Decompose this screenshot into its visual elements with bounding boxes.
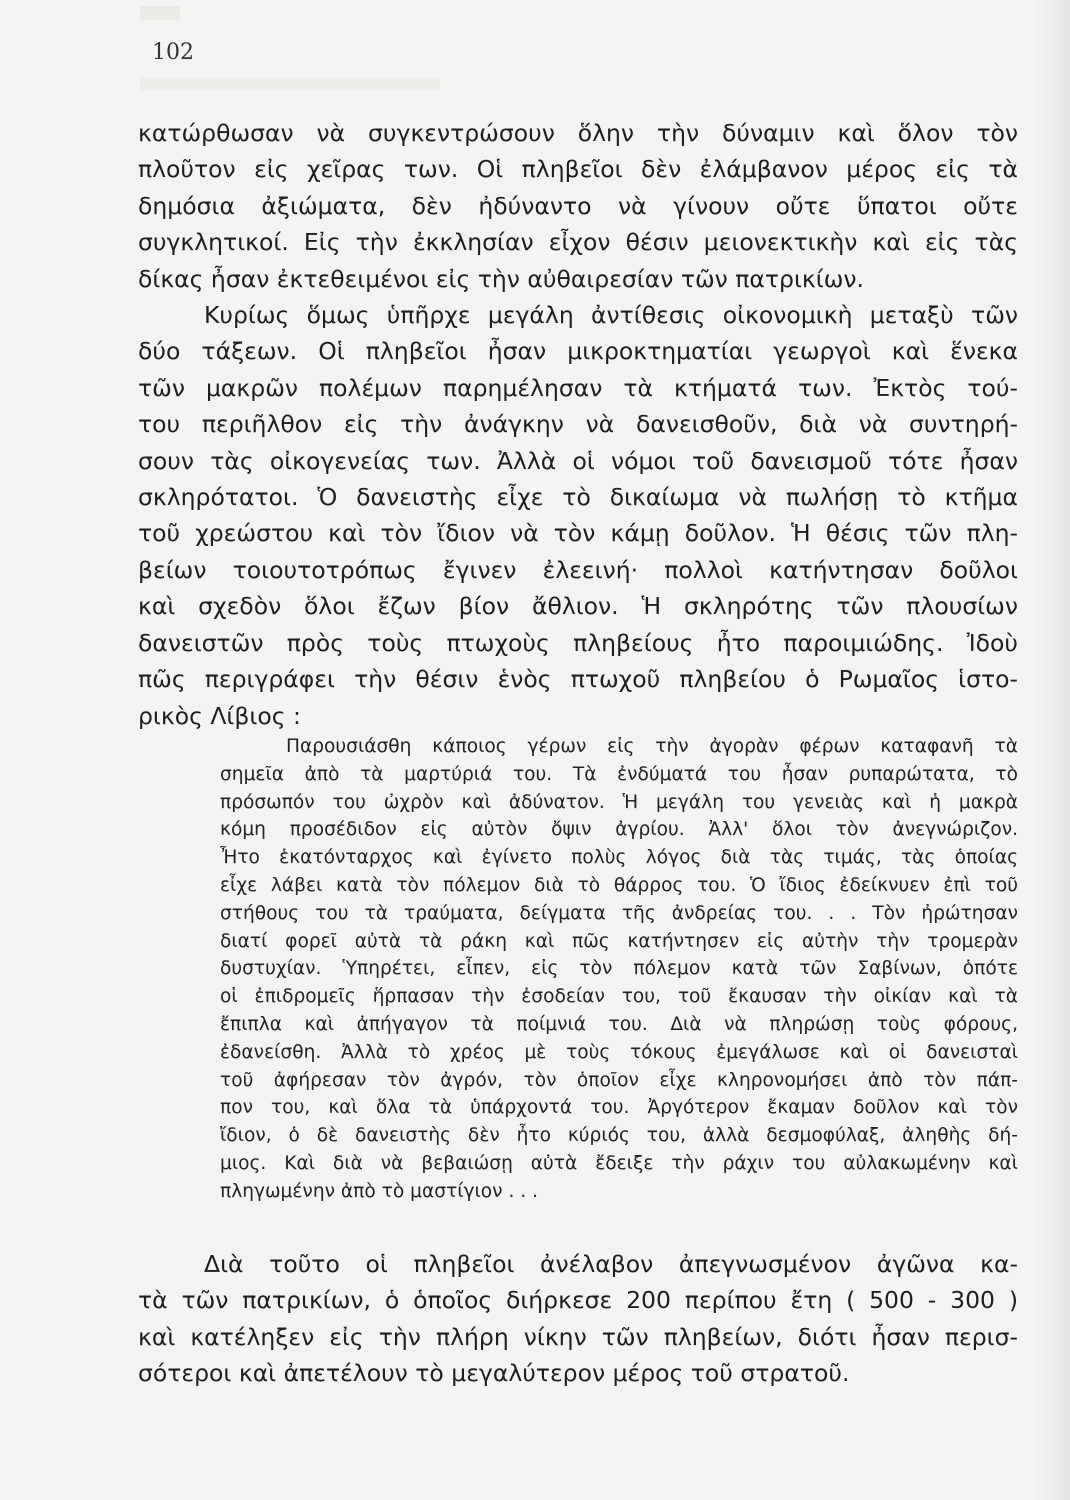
quote-line: Παρουσιάσθη κάποιος γέρων εἰς τὴν ἀγορὰν φέρων καταφανῆ τὰ xyxy=(286,736,1018,757)
quote-line: οἱ ἐπιδρομεῖς ἥρπασαν τὴν ἐσοδείαν του, τοῦ ἔκαυσαν τὴν οἰκίαν καὶ τὰ xyxy=(220,986,1018,1008)
text-line: δίκας ἦσαν ἐκτεθειμένοι εἰς τὴν αὐθαιρεσίαν τῶν πατρικίων. xyxy=(138,264,864,293)
quote-line: ἴδιον, ὁ δὲ δανειστὴς δὲν ἦτο κύριός του, ἀλλὰ δεσμοφύλαξ, ἀληθὴς δή- xyxy=(220,1125,1018,1147)
quote-line: κόμη προσέδιδον εἰς αὐτὸν ὄψιν ἀγρίου. Ἀλλ' ὅλοι τὸν ἀνεγνώριζον. xyxy=(220,819,1018,841)
text-line: σουν τὰς οἰκογενείας των. Ἀλλὰ οἱ νόμοι τοῦ δανεισμοῦ τότε ἦσαν xyxy=(138,446,1018,475)
text-line: δανειστῶν πρὸς τοὺς πτωχοὺς πληβείους ἦτο παροιμιώδης. Ἰδοὺ xyxy=(138,628,1018,657)
quote-line: δυστυχίαν. Ὑπηρέτει, εἶπεν, εἰς τὸν πόλεμον κατὰ τῶν Σαβίνων, ὁπότε xyxy=(220,958,1018,980)
text-line: Διὰ τοῦτο οἱ πληβεῖοι ἀνέλαβον ἀπεγνωσμένον ἀγῶνα κα- xyxy=(204,1250,1018,1278)
main-text xyxy=(138,115,1018,734)
quote-line: μιος. Καὶ διὰ νὰ βεβαιώσῃ αὐτὰ ἔδειξε τὴν ράχιν του αὐλακωμένην καὶ xyxy=(220,1152,1018,1174)
page-number: 102 xyxy=(152,40,194,65)
text-line: τὰ τῶν πατρικίων, ὁ ὁποῖος διήρκεσε 200 περίπου ἔτη ( 500 - 300 ) xyxy=(138,1286,1018,1315)
text-line: καὶ κατέληξεν εἰς τὴν πλήρη νίκην τῶν πληβείων, διότι ἦσαν περισ- xyxy=(138,1322,1018,1351)
text-line: συγκλητικοί. Εἰς τὴν ἐκκλησίαν εἶχον θέσιν μειονεκτικὴν καὶ εἰς τὰς xyxy=(138,228,1018,257)
quote-line: πληγωμένην ἀπὸ τὸ μαστίγιον . . . xyxy=(220,1180,539,1202)
quote-line: σημεῖα ἀπὸ τὰ μαρτύριά του. Τὰ ἐνδύματά του ἦσαν ρυπαρώτατα, τὸ xyxy=(220,763,1018,785)
quote-line: τοῦ ἀφήρεσαν τὸν ἀγρόν, τὸν ὁποῖον εἶχε κληρονομήσει ἀπὸ τὸν πάπ- xyxy=(220,1069,1018,1091)
text-line: καὶ σχεδὸν ὅλοι ἔζων βίον ἄθλιον. Ἡ σκληρότης τῶν πλουσίων xyxy=(138,592,1018,621)
quote-line: εἶχε λάβει κατὰ τὸν πόλεμον διὰ τὸ θάρρος του. Ὁ ἴδιος ἐδείκνυεν ἐπὶ τοῦ xyxy=(220,874,1018,896)
text-line: ρικὸς Λίβιος : xyxy=(138,701,301,730)
text-line: Κυρίως ὅμως ὑπῆρχε μεγάλη ἀντίθεσις οἰκονομικὴ μεταξὺ τῶν xyxy=(204,301,1018,330)
quote-line: πρόσωπόν του ὠχρὸν καὶ ἀδύνατον. Ἡ μεγάλη του γενειὰς καὶ ἡ μακρὰ xyxy=(220,791,1018,813)
text-line: τῶν μακρῶν πολέμων παρημέλησαν τὰ κτήματά των. Ἐκτὸς τού- xyxy=(138,373,1018,402)
quote-line: διατί φορεῖ αὐτὰ τὰ ράκη καὶ πῶς κατήντησεν εἰς αὐτὴν τὴν τρομερὰν xyxy=(220,930,1018,952)
quote-line: στήθους του τὰ τραύματα, δείγματα τῆς ἀνδρείας του. . . Τὸν ἠρώτησαν xyxy=(220,902,1018,924)
text-line: τοῦ χρεώστου καὶ τὸν ἴδιον νὰ τὸν κάμῃ δοῦλον. Ἡ θέσις τῶν πλη- xyxy=(138,519,1018,548)
text-line: πλοῦτον εἰς χεῖρας των. Οἱ πληβεῖοι δὲν ἐλάμβανον μέρος εἰς τὰ xyxy=(138,155,1018,184)
closing-paragraph xyxy=(138,1246,1018,1392)
quote-line: Ἦτο ἑκατόνταρχος καὶ ἐγίνετο πολὺς λόγος διὰ τὰς τιμάς, τὰς ὁποίας xyxy=(220,847,1018,869)
quote-line: ἐδανείσθη. Ἀλλὰ τὸ χρέος μὲ τοὺς τόκους ἐμεγάλωσε καὶ οἱ δανεισταὶ xyxy=(220,1041,1018,1063)
text-line: δημόσια ἀξιώματα, δὲν ἠδύναντο νὰ γίνουν οὔτε ὕπατοι οὔτε xyxy=(138,191,1018,220)
quote-line: ἔπιπλα καὶ ἀπήγαγον τὰ ποίμνιά του. Διὰ νὰ πληρώσῃ τοὺς φόρους, xyxy=(220,1013,1018,1035)
text-line: κατώρθωσαν νὰ συγκεντρώσουν ὅλην τὴν δύναμιν καὶ ὅλον τὸν xyxy=(138,119,1018,147)
block-quote xyxy=(220,733,1018,1206)
text-line: του περιῆλθον εἰς τὴν ἀνάγκην νὰ δανεισθοῦν, διὰ νὰ συντηρή- xyxy=(138,410,1018,439)
quote-line: πον του, καὶ ὅλα τὰ ὑπάρχοντά του. Ἀργότερον ἔκαμαν δοῦλον καὶ τὸν xyxy=(220,1097,1018,1119)
text-line: βείων τοιουτοτρόπως ἔγινεν ἐλεεινή· πολλοὶ κατήντησαν δοῦλοι xyxy=(138,555,1018,584)
text-line: δύο τάξεων. Οἱ πληβεῖοι ἦσαν μικροκτηματίαι γεωργοὶ καὶ ἕνεκα xyxy=(138,337,1018,366)
text-line: σκληρότατοι. Ὁ δανειστὴς εἶχε τὸ δικαίωμα νὰ πωλήσῃ τὸ κτῆμα xyxy=(138,483,1018,512)
page-edge-shadow xyxy=(1032,0,1070,1500)
text-line: πῶς περιγράφει τὴν θέσιν ἑνὸς πτωχοῦ πληβείου ὁ Ρωμαῖος ἱστο- xyxy=(138,665,1018,694)
text-line: σότεροι καὶ ἀπετέλουν τὸ μεγαλύτερον μέρος τοῦ στρατοῦ. xyxy=(138,1359,850,1388)
